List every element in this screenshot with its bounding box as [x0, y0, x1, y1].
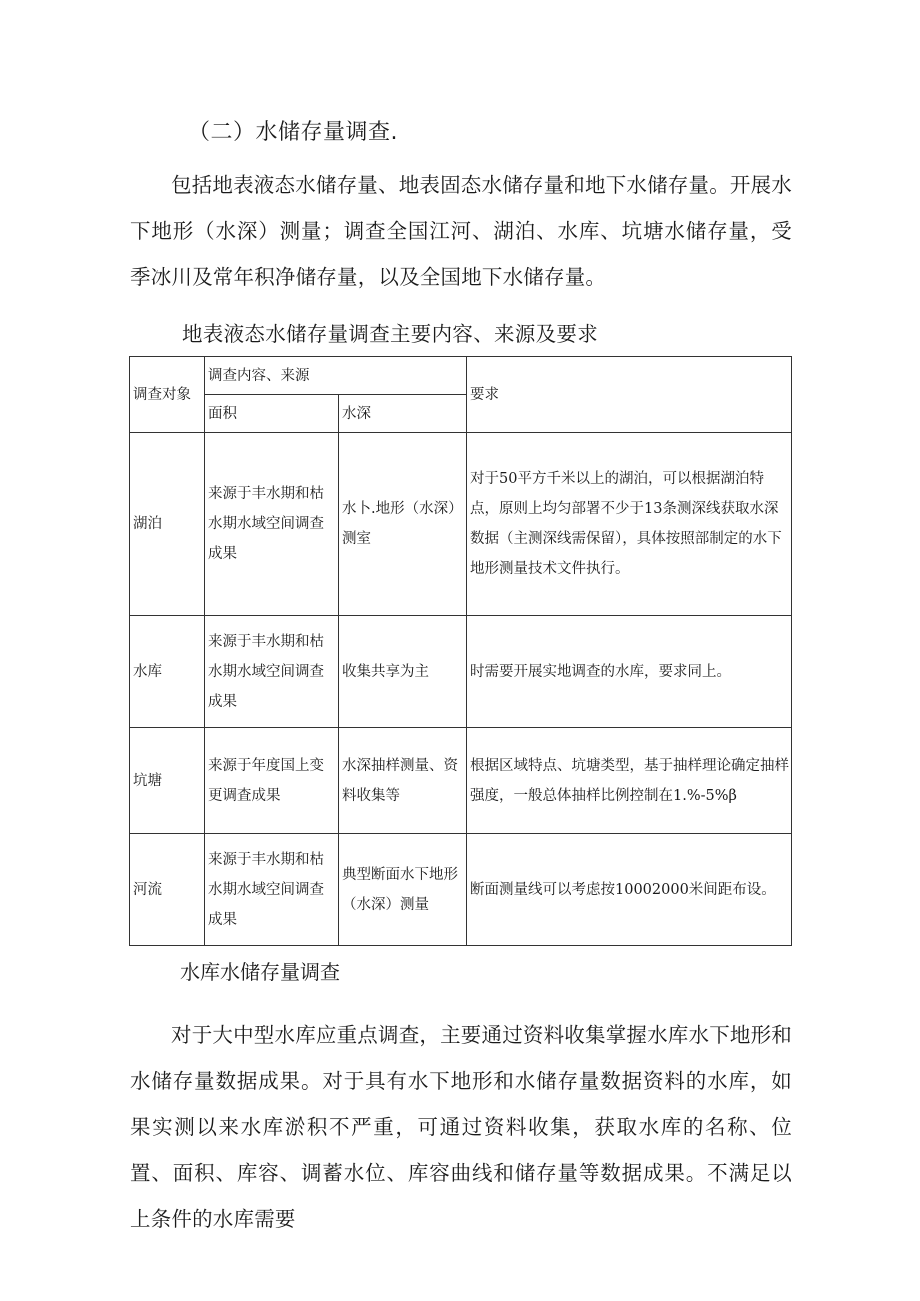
header-content: 调查内容、来源	[205, 357, 467, 395]
row-object: 坑塘	[130, 728, 205, 834]
row-object: 河流	[130, 834, 205, 946]
table-row	[130, 616, 792, 728]
row-requirement: 根据区域特点、坑塘类型，基于抽样理论确定抽样强度，一般总体抽样比例控制在1.%-5%β	[467, 728, 792, 834]
row-requirement: 断面测量线可以考虑按10002000米间距布设。	[467, 834, 792, 946]
table-row	[130, 433, 792, 616]
header-area: 面积	[205, 395, 339, 433]
table-caption: 地表液态水储存量调查主要内容、来源及要求	[182, 322, 598, 346]
table-row	[130, 834, 792, 946]
row-requirement: 对于50平方千米以上的湖泊，可以根据湖泊特点，原则上均匀部署不少于13条测深线获取水深数据（主测深线需保留），具体按照部制定的水下地形测量技术文件执行。	[467, 433, 792, 616]
header-requirement: 要求	[467, 357, 792, 433]
section-heading: （二）水储存量调查.	[188, 120, 398, 145]
row-area: 来源于年度国上变更调査成果	[205, 728, 339, 834]
intro-paragraph: 包括地表液态水储存量、地表固态水储存量和地下水储存量。开展水下地形（水深）测量；调查全国江河、湖泊、水库、坑塘水储存量，受季冰川及常年积净储存量，以及全国地下水储存量。	[130, 173, 792, 289]
row-depth: 收集共享为主	[339, 616, 467, 728]
row-object: 湖泊	[130, 433, 205, 616]
storage-survey-table	[129, 356, 792, 946]
row-depth: 水卜.地形（水深）测室	[339, 433, 467, 616]
table-row	[130, 728, 792, 834]
row-requirement: 时需要开展实地调查的水库，要求同上。	[467, 616, 792, 728]
row-depth: 水深抽样测量、资料收集等	[339, 728, 467, 834]
table-header-row	[130, 357, 792, 395]
header-depth: 水深	[339, 395, 467, 433]
row-object: 水库	[130, 616, 205, 728]
row-area: 来源于丰水期和枯水期水域空间调查成果	[205, 433, 339, 616]
reservoir-paragraph: 对于大中型水库应重点调查，主要通过资料收集掌握水库水下地形和水储存量数据成果。对于具有水下地形和水储存量数据资料的水库，如果实测以来水库淤积不严重，可通过资料收集，获取水库的名称、位置、面积、库容、调蓄水位、库容曲线和储存量等数据成果。不满足以上条件的水库需要	[130, 1023, 792, 1231]
row-area: 来源于丰水期和枯水期水域空间调查成果	[205, 616, 339, 728]
reservoir-subtitle: 水库水储存量调查	[180, 960, 340, 984]
header-object: 调查对象	[130, 357, 205, 433]
row-depth: 典型断面水下地形（水深）测量	[339, 834, 467, 946]
row-area: 来源于丰水期和枯水期水域空间调查成果	[205, 834, 339, 946]
